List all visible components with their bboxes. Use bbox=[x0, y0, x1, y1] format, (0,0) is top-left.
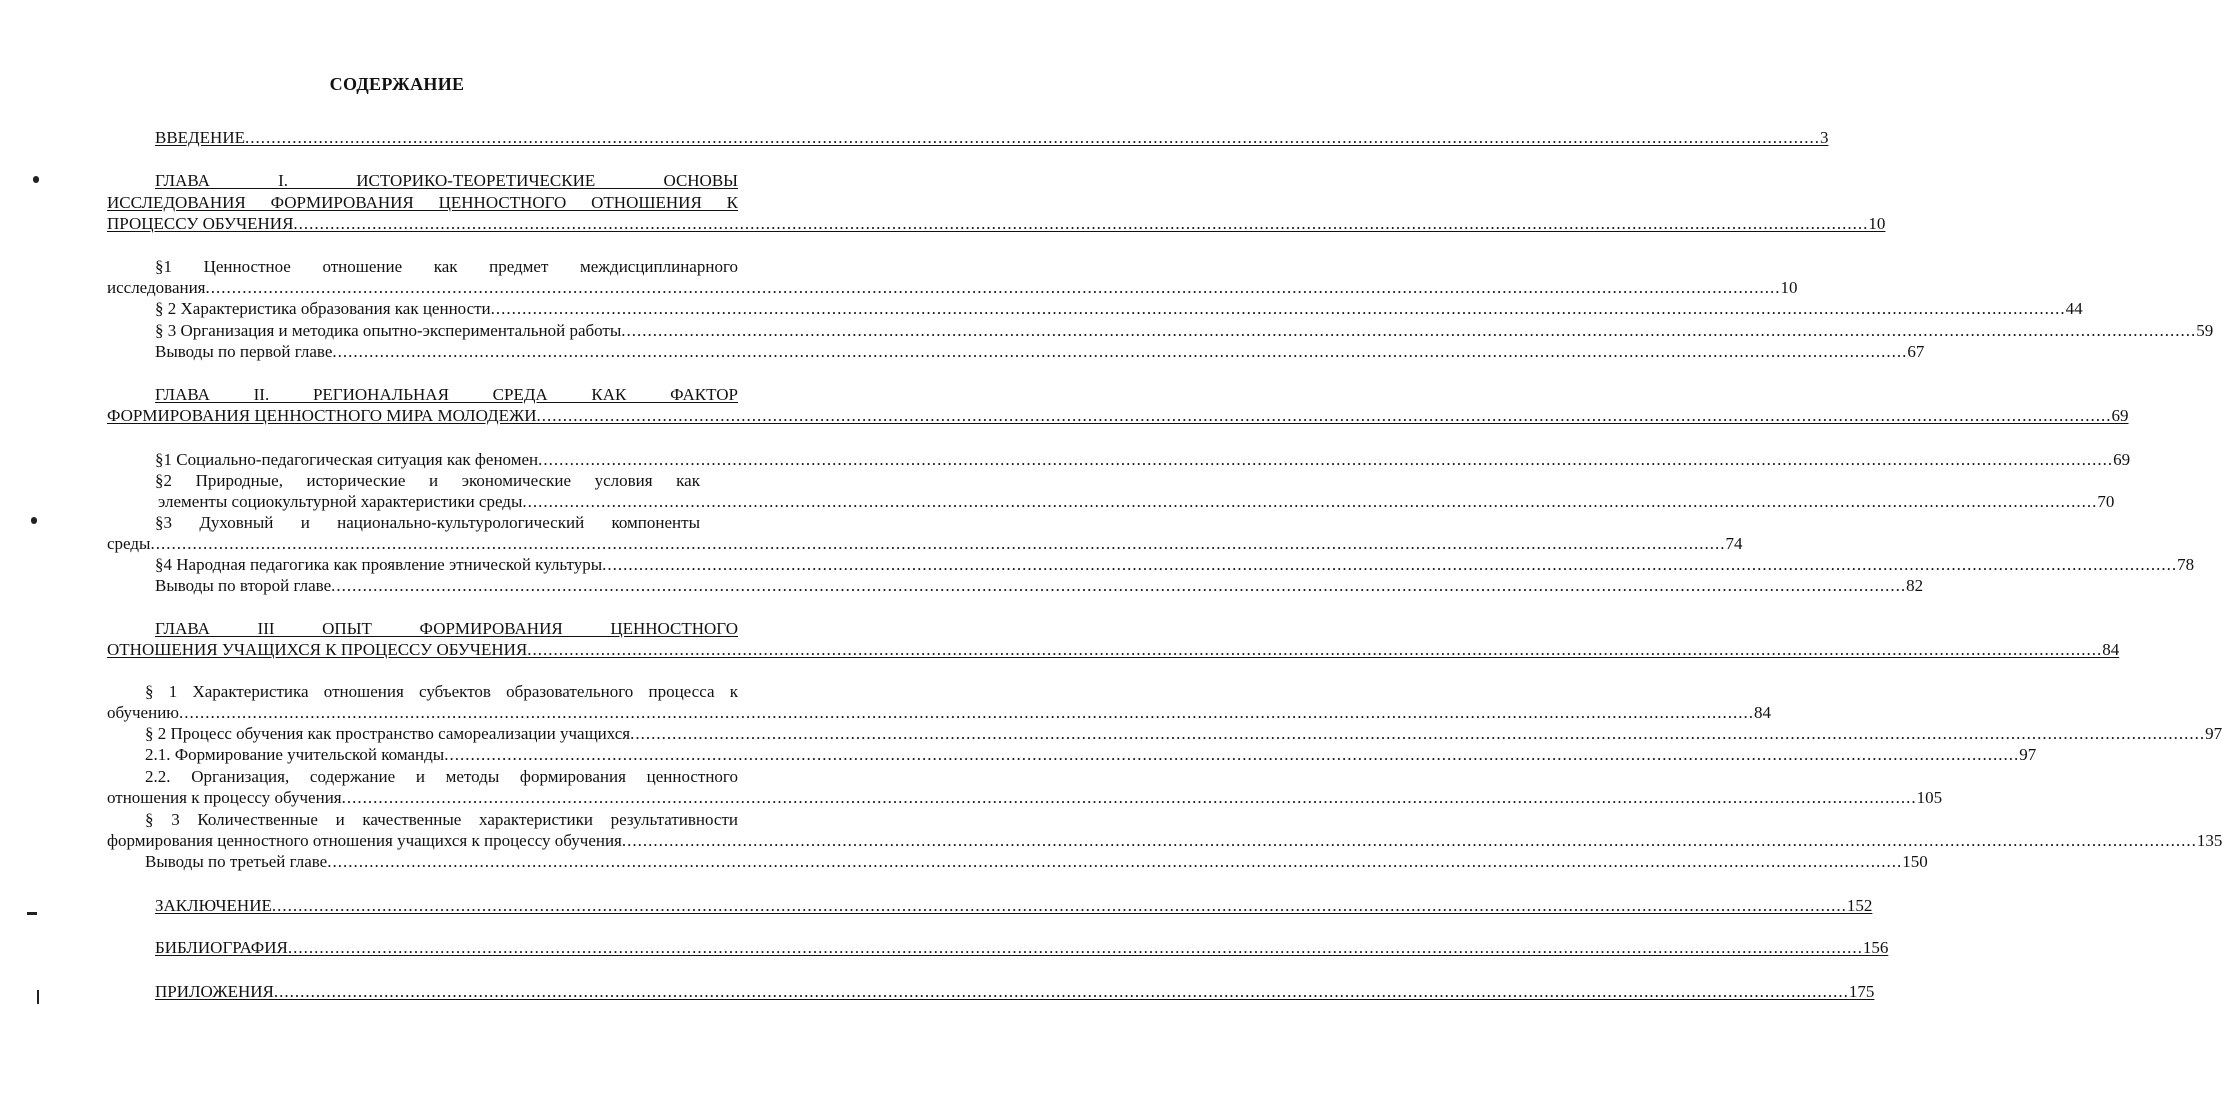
page-number: 152 bbox=[1846, 896, 1873, 915]
toc-entry-line: § 3 Количественные и качественные характеристики результативности bbox=[145, 810, 738, 829]
dot-leader: ............................................................................................................................................................................................................................................................................................................ bbox=[527, 640, 2103, 659]
toc-heading-line bbox=[107, 639, 2120, 661]
dot-leader: ............................................................................................................................................................................................................................................................................................................ bbox=[341, 788, 1917, 807]
page-number: 44 bbox=[2065, 299, 2083, 318]
toc-entry-text: §4 Народная педагогика как проявление этнической культуры bbox=[155, 555, 603, 574]
toc-entry-line: § 1 Характеристика отношения субъектов образовательного процесса к bbox=[145, 682, 738, 701]
toc-entry-text: § 2 Процесс обучения как пространство самореализации учащихся bbox=[145, 724, 631, 743]
page-number: 156 bbox=[1862, 938, 1889, 957]
page-number: 70 bbox=[2097, 492, 2115, 511]
toc-entry-text: 2.1. Формирование учительской команды bbox=[145, 745, 445, 764]
toc-entry-line bbox=[107, 533, 1743, 555]
toc-entry-text: среды bbox=[107, 534, 151, 553]
page-number: 69 bbox=[2113, 450, 2131, 469]
dot-leader: ............................................................................................................................................................................................................................................................................................................ bbox=[538, 450, 2114, 469]
toc-entry-line bbox=[155, 575, 1924, 597]
toc-entry-line: §2 Природные, исторические и экономические условия как bbox=[155, 471, 700, 490]
dot-leader: ............................................................................................................................................................................................................................................................................................................ bbox=[621, 321, 2197, 340]
scan-mark bbox=[31, 517, 37, 524]
toc-entry-text: ВВЕДЕНИЕ bbox=[155, 128, 245, 147]
toc-entry-text: элементы социокультурной характеристики среды bbox=[158, 492, 523, 511]
toc-heading-line bbox=[155, 895, 1873, 917]
toc-entry-line bbox=[145, 723, 2222, 745]
page-number: 84 bbox=[2102, 640, 2120, 659]
toc-entry-line bbox=[107, 787, 1943, 809]
dot-leader: ............................................................................................................................................................................................................................................................................................................ bbox=[293, 214, 1869, 233]
dot-leader: ............................................................................................................................................................................................................................................................................................................ bbox=[150, 534, 1726, 553]
dot-leader: ............................................................................................................................................................................................................................................................................................................ bbox=[271, 896, 1847, 915]
toc-heading-line: ГЛАВА II. РЕГИОНАЛЬНАЯ СРЕДА КАК ФАКТОР bbox=[155, 385, 738, 404]
dot-leader: ............................................................................................................................................................................................................................................................................................................ bbox=[602, 555, 2178, 574]
page-number: 150 bbox=[1902, 852, 1928, 871]
toc-entry-text: § 3 Организация и методика опытно-экспериментальной работы bbox=[155, 321, 622, 340]
toc-entry-text: Выводы по первой главе bbox=[155, 342, 333, 361]
toc-entry-line bbox=[107, 277, 1798, 299]
toc-entry-text: отношения к процессу обучения bbox=[107, 788, 342, 807]
page-number: 135 bbox=[2196, 831, 2222, 850]
toc-entry-line bbox=[107, 830, 2222, 852]
page-number: 97 bbox=[2019, 745, 2037, 764]
page-number: 67 bbox=[1907, 342, 1925, 361]
toc-entry-text: ПРИЛОЖЕНИЯ bbox=[155, 982, 274, 1001]
toc-entry-line bbox=[158, 491, 2115, 513]
toc-entry-line: §3 Духовный и национально-культурологический компоненты bbox=[155, 513, 700, 532]
page-number: 78 bbox=[2177, 555, 2195, 574]
page-number: 74 bbox=[1725, 534, 1743, 553]
toc-heading-line bbox=[107, 213, 1886, 235]
toc-entry-text: обучению bbox=[107, 703, 179, 722]
scan-mark bbox=[33, 176, 39, 183]
dot-leader: ............................................................................................................................................................................................................................................................................................................ bbox=[331, 576, 1907, 595]
toc-entry-text: исследования bbox=[107, 278, 206, 297]
dot-leader: ............................................................................................................................................................................................................................................................................................................ bbox=[205, 278, 1781, 297]
page-number: 84 bbox=[1754, 703, 1771, 722]
toc-heading-line bbox=[155, 127, 1829, 149]
dot-leader: ............................................................................................................................................................................................................................................................................................................ bbox=[490, 299, 2066, 318]
toc-entry-text: ФОРМИРОВАНИЯ ЦЕННОСТНОГО МИРА МОЛОДЕЖИ bbox=[107, 406, 537, 425]
page-number: 105 bbox=[1916, 788, 1943, 807]
toc-entry-text: Выводы по второй главе bbox=[155, 576, 332, 595]
toc-entry-line bbox=[107, 702, 1771, 724]
toc-heading-line: ГЛАВА I. ИСТОРИКО-ТЕОРЕТИЧЕСКИЕ ОСНОВЫ bbox=[155, 171, 738, 190]
page-number: 97 bbox=[2205, 724, 2222, 743]
dot-leader: ............................................................................................................................................................................................................................................................................................................ bbox=[444, 745, 2020, 764]
dot-leader: ............................................................................................................................................................................................................................................................................................................ bbox=[273, 982, 1849, 1001]
toc-entry-text: §1 Социально-педагогическая ситуация как феномен bbox=[155, 450, 539, 469]
toc-entry-text: ОТНОШЕНИЯ УЧАЩИХСЯ К ПРОЦЕССУ ОБУЧЕНИЯ bbox=[107, 640, 528, 659]
toc-entry-text: формирования ценностного отношения учащихся к процессу обучения bbox=[107, 831, 622, 850]
dot-leader: ............................................................................................................................................................................................................................................................................................................ bbox=[287, 938, 1863, 957]
dot-leader: ............................................................................................................................................................................................................................................................................................................ bbox=[179, 703, 1754, 722]
dot-leader: ............................................................................................................................................................................................................................................................................................................ bbox=[332, 342, 1908, 361]
dot-leader: ............................................................................................................................................................................................................................................................................................................ bbox=[621, 831, 2197, 850]
toc-heading-line: ГЛАВА III ОПЫТ ФОРМИРОВАНИЯ ЦЕННОСТНОГО bbox=[155, 619, 738, 638]
page-number: 82 bbox=[1906, 576, 1924, 595]
toc-entry-text: ЗАКЛЮЧЕНИЕ bbox=[155, 896, 272, 915]
page-number: 175 bbox=[1848, 982, 1875, 1001]
toc-entry-text: § 2 Характеристика образования как ценности bbox=[155, 299, 491, 318]
toc-entry-line bbox=[155, 320, 2214, 342]
dot-leader: ............................................................................................................................................................................................................................................................................................................ bbox=[327, 852, 1903, 871]
toc-entry-line bbox=[155, 449, 2131, 471]
toc-heading-line bbox=[155, 937, 1889, 959]
page-number: 10 bbox=[1780, 278, 1798, 297]
toc-heading-line bbox=[107, 405, 2129, 427]
page-number: 10 bbox=[1868, 214, 1886, 233]
toc-entry-text: БИБЛИОГРАФИЯ bbox=[155, 938, 288, 957]
toc-entry-text: ПРОЦЕССУ ОБУЧЕНИЯ bbox=[107, 214, 294, 233]
toc-entry-line bbox=[155, 298, 2083, 320]
dot-leader: ............................................................................................................................................................................................................................................................................................................ bbox=[536, 406, 2112, 425]
toc-entry-line bbox=[145, 744, 2037, 766]
scan-mark bbox=[27, 912, 37, 915]
dot-leader: ............................................................................................................................................................................................................................................................................................................ bbox=[522, 492, 2098, 511]
page-number: 59 bbox=[2196, 321, 2214, 340]
toc-entry-line bbox=[155, 554, 2195, 576]
toc-entry-line: 2.2. Организация, содержание и методы формирования ценностного bbox=[145, 767, 738, 786]
dot-leader: ............................................................................................................................................................................................................................................................................................................ bbox=[244, 128, 1820, 147]
toc-heading-line: ИССЛЕДОВАНИЯ ФОРМИРОВАНИЯ ЦЕННОСТНОГО ОТНОШЕНИЯ К bbox=[107, 193, 738, 212]
dot-leader: ............................................................................................................................................................................................................................................................................................................ bbox=[630, 724, 2206, 743]
scan-mark bbox=[37, 990, 39, 1004]
toc-entry-line bbox=[155, 341, 1925, 363]
page-number: 3 bbox=[1819, 128, 1829, 147]
toc-entry-line: §1 Ценностное отношение как предмет междисциплинарного bbox=[155, 257, 738, 276]
toc-heading-line bbox=[155, 981, 1875, 1003]
toc-title: СОДЕРЖАНИЕ bbox=[329, 74, 465, 94]
toc-entry-line bbox=[145, 851, 1928, 873]
page-number: 69 bbox=[2111, 406, 2129, 425]
toc-entry-text: Выводы по третьей главе bbox=[145, 852, 328, 871]
